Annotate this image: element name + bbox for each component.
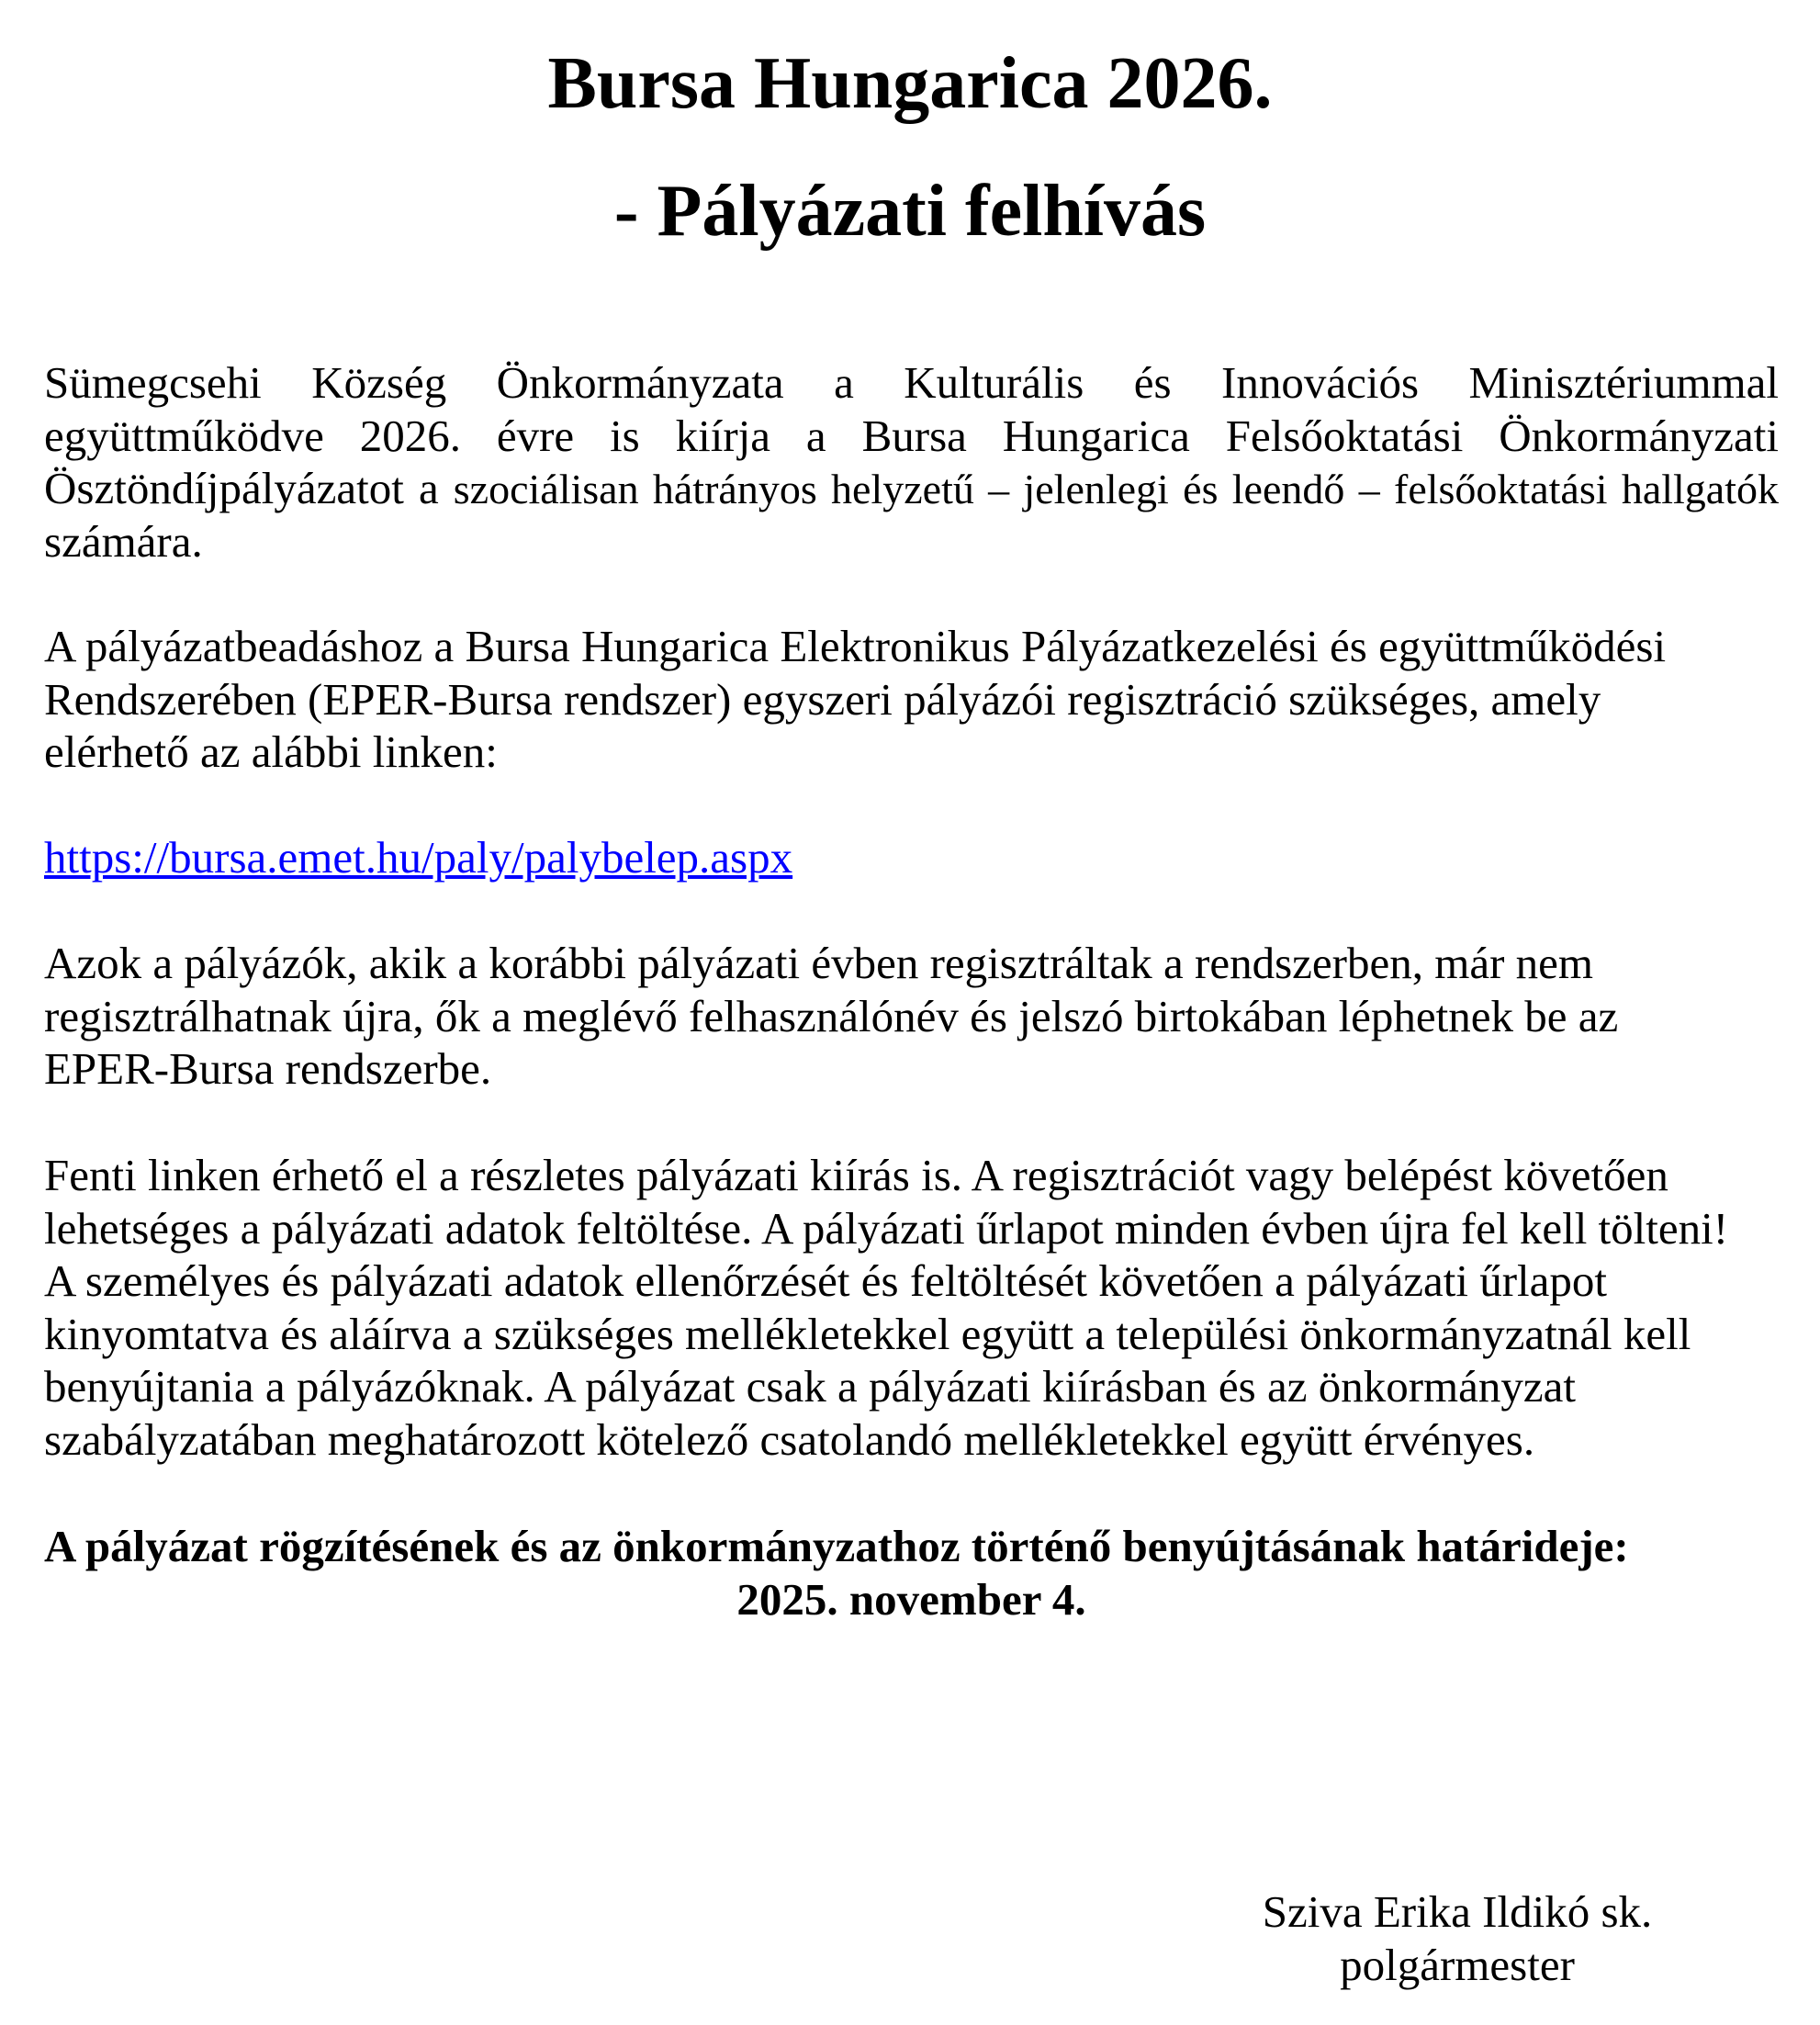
text-line: elérhető az alábbi linken: <box>44 726 498 778</box>
text-line: benyújtania a pályázóknak. A pályázat csak a pályázati kiírásban és az önkormányzat <box>44 1361 1577 1412</box>
signature-block <box>1228 1885 1687 1991</box>
text-line: lehetséges a pályázati adatok feltöltése. A pályázati űrlapot minden évben újra fel kell tölteni! <box>44 1202 1729 1254</box>
text-line: Fenti linken érhető el a részletes pályázati kiírás is. A regisztrációt vagy belépést követően <box>44 1150 1668 1200</box>
text-line: Sümegcsehi Község Önkormányzata a Kulturális és Innovációs Minisztériummal <box>44 357 1779 408</box>
paragraph-link <box>44 831 1779 884</box>
text-line: A pályázatbeadáshoz a Bursa Hungarica Elektronikus Pályázatkezelési és együttműködési <box>44 621 1667 671</box>
text-segment-small: szociálisan hátrányos helyzetű – jelenlegi és leendő – felsőoktatási hallgatók <box>453 466 1779 513</box>
paragraph-process <box>44 1149 1779 1467</box>
registration-link[interactable]: https://bursa.emet.hu/paly/palybelep.aspx <box>44 832 793 883</box>
paragraph-registration <box>44 620 1779 779</box>
text-line: A pályázat rögzítésének és az önkormányzathoz történő benyújtásának határideje: <box>44 1521 1629 1571</box>
text-line: számára. <box>44 515 203 567</box>
text-line: Azok a pályázók, akik a korábbi pályázati évben regisztráltak a rendszerben, már nem <box>44 938 1594 988</box>
text-line: szabályzatában meghatározott kötelező csatolandó mellékletekkel együtt érvényes. <box>44 1413 1535 1465</box>
text-line: EPER-Bursa rendszerbe. <box>44 1043 492 1095</box>
deadline-heading <box>44 1520 1779 1573</box>
page-subtitle: - Pályázati felhívás <box>613 171 1207 252</box>
text-line: együttműködve 2026. évre is kiírja a Bursa Hungarica Felsőoktatási Önkormányzati <box>44 410 1779 461</box>
signature-name: Sziva Erika Ildikó sk. <box>1262 1886 1653 1937</box>
page-title: Bursa Hungarica 2026. <box>547 43 1273 124</box>
text-line: Rendszerében (EPER-Bursa rendszer) egyszeri pályázói regisztráció szükséges, amely <box>44 673 1601 725</box>
paragraph-returning-applicants <box>44 937 1779 1096</box>
paragraph-intro <box>44 356 1779 568</box>
text-line: kinyomtatva és aláírva a szükséges mellékletekkel együtt a települési önkormányzatnál kell <box>44 1308 1691 1359</box>
text-segment: Ösztöndíjpályázatot a <box>44 463 454 514</box>
text-line <box>44 462 1779 515</box>
signature-role: polgármester <box>1340 1939 1575 1990</box>
text-line: A személyes és pályázati adatok ellenőrzését és feltöltését követően a pályázati űrlapot <box>44 1255 1608 1307</box>
text-line: regisztrálhatnak újra, ők a meglévő felhasználónév és jelszó birtokában léphetnek be az <box>44 990 1619 1041</box>
deadline-date: 2025. november 4. <box>736 1574 1086 1625</box>
